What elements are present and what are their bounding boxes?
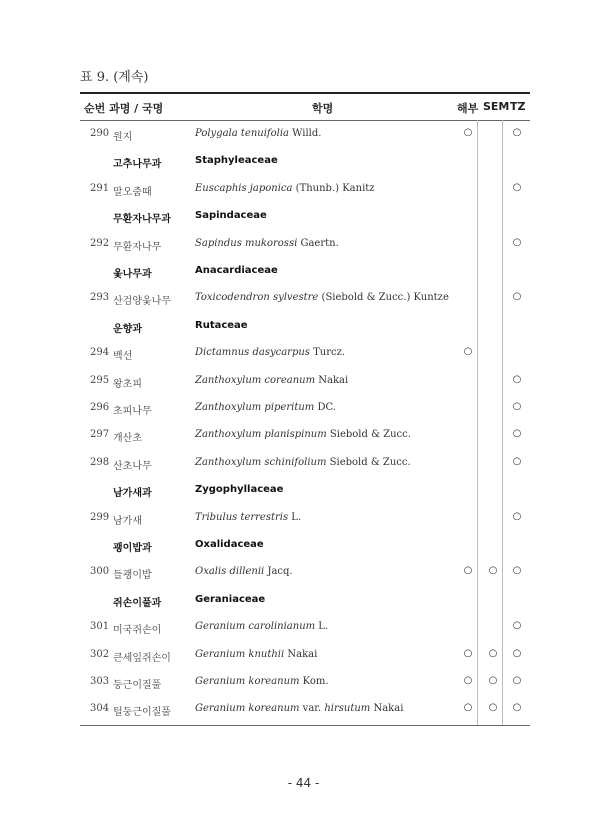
row-number: 303: [90, 676, 110, 687]
row-number: 298: [90, 456, 110, 468]
genus-species: Polygala tenuifolia: [195, 128, 289, 139]
tz-mark: ○: [512, 620, 522, 632]
table-row: [80, 668, 530, 695]
genus-species: Tribulus terrestris: [195, 511, 289, 523]
family-scientific-name: Zygophyllaceae: [195, 484, 284, 496]
row-number: 296: [90, 402, 110, 413]
family-korean-name: 무환자나무과: [113, 214, 171, 226]
korean-name: 왕초피: [113, 378, 142, 390]
family-korean-name: 고추나무과: [113, 159, 162, 171]
korean-name: 초피나무: [113, 406, 152, 417]
family-row: [80, 531, 530, 558]
tz-mark: ○: [512, 401, 522, 412]
scientific-name: [195, 566, 293, 577]
genus-species: Sapindus mukorossi: [195, 237, 298, 249]
genus-species: Euscaphis japonica: [195, 182, 293, 194]
author-citation: Turcz.: [309, 347, 346, 359]
family-scientific-name: Anacardiaceae: [195, 265, 278, 276]
genus-species: Toxicodendron sylvestre: [195, 292, 319, 304]
table-row: [80, 367, 530, 394]
korean-name: 개산초: [113, 433, 142, 445]
anatomy-mark: ○: [463, 565, 473, 577]
family-korean-name: 옻나무과: [113, 269, 152, 280]
row-number: 299: [90, 511, 110, 523]
anatomy-mark: ○: [463, 675, 473, 686]
author-citation: L.: [288, 511, 302, 523]
genus-species: Zanthoxylum piperitum: [195, 402, 315, 413]
row-number: 301: [90, 621, 110, 633]
korean-name: 말오줌때: [113, 186, 152, 198]
header-tz: TZ: [510, 100, 526, 113]
korean-name: 털둥근이질풀: [113, 707, 171, 719]
scientific-name: [195, 703, 403, 714]
scientific-name: [195, 238, 339, 249]
author-citation: Nakai: [315, 374, 349, 386]
genus-species: Geranium koreanum: [195, 703, 300, 715]
table-row: [80, 641, 530, 668]
scientific-name: [195, 347, 345, 358]
author-citation: Nakai: [284, 648, 318, 660]
family-korean-name: 쥐손이풀과: [113, 597, 162, 609]
anatomy-mark: ○: [463, 346, 473, 358]
row-number: 304: [90, 703, 110, 715]
author-citation: (Thunb.) Kanitz: [292, 182, 375, 194]
genus-species: Zanthoxylum planispinum: [195, 429, 327, 441]
genus-species: Zanthoxylum coreanum: [195, 374, 316, 386]
korean-name: 큰세잎쥐손이: [113, 652, 171, 664]
author-citation: Willd.: [289, 128, 322, 139]
tz-mark: ○: [512, 675, 522, 686]
row-number: 292: [90, 237, 110, 249]
genus-species: Geranium carolinianum: [195, 621, 316, 633]
table-row: [80, 421, 530, 448]
table-row: [80, 504, 530, 531]
anatomy-mark: ○: [463, 127, 473, 138]
korean-name: 무환자나무: [113, 241, 162, 253]
author-citation: var.: [299, 703, 325, 715]
family-scientific-name: Geraniaceae: [195, 593, 266, 605]
table-row: [80, 613, 530, 640]
anatomy-mark: ○: [463, 702, 473, 714]
row-number: 291: [90, 182, 110, 194]
sem-mark: ○: [488, 702, 498, 714]
korean-name: 산초나무: [113, 460, 152, 472]
header-anatomy: 해부: [457, 102, 479, 115]
author-citation: (Siebold & Zucc.) Kuntze: [318, 292, 449, 304]
scientific-name: [195, 128, 321, 139]
tz-mark: ○: [512, 647, 522, 659]
table-header: [80, 92, 530, 120]
table-caption: 표 9. (계속): [80, 70, 149, 85]
table-row: [80, 339, 530, 366]
sem-mark: ○: [488, 647, 498, 659]
row-number: 290: [90, 128, 110, 139]
genus-species: Oxalis dillenii: [195, 566, 265, 578]
table-row: [80, 394, 530, 421]
genus-species: Zanthoxylum schinifolium: [195, 456, 327, 468]
tz-mark: ○: [512, 236, 522, 248]
korean-name: 백선: [113, 351, 133, 363]
scientific-name: [195, 457, 411, 468]
scientific-name: [195, 429, 411, 440]
row-number: 294: [90, 347, 110, 359]
author-citation: L.: [315, 621, 329, 633]
scientific-name: [195, 292, 449, 303]
table-row: [80, 449, 530, 476]
genus-species: Geranium koreanum: [195, 676, 300, 687]
family-row: [80, 147, 530, 174]
author-citation: Jacq.: [264, 566, 293, 578]
tz-mark: ○: [512, 565, 522, 577]
author-citation: DC.: [314, 402, 336, 413]
row-number: 302: [90, 648, 110, 660]
genus-species: Geranium knuthii: [195, 648, 285, 660]
scientific-name: [195, 649, 317, 660]
tz-mark: ○: [512, 291, 522, 303]
tz-mark: ○: [512, 510, 522, 522]
tz-mark: ○: [512, 428, 522, 440]
tz-mark: ○: [512, 455, 522, 467]
table-bottom-rule: [80, 725, 530, 726]
korean-name: 원지: [113, 132, 133, 143]
genus-species: Dictamnus dasycarpus: [195, 347, 310, 359]
family-korean-name: 남가새과: [113, 488, 152, 500]
korean-name: 둥근이질풀: [113, 680, 162, 691]
scientific-name: [195, 402, 336, 413]
header-no-family: 순번 과명 / 국명: [84, 102, 164, 115]
header-scientific: 학명: [312, 102, 334, 115]
table-row: [80, 695, 530, 722]
sem-mark: ○: [488, 675, 498, 686]
sem-mark: ○: [488, 565, 498, 577]
row-number: 300: [90, 566, 110, 578]
author-citation: Gaertn.: [297, 237, 339, 249]
author-citation: Kom.: [299, 676, 329, 687]
infraspecific-epithet: hirsutum: [324, 703, 371, 715]
row-number: 295: [90, 374, 110, 386]
family-row: [80, 257, 530, 284]
korean-name: 들괭이밥: [113, 570, 152, 582]
row-number: 297: [90, 429, 110, 441]
author-citation: Nakai: [370, 703, 404, 715]
family-row: [80, 586, 530, 613]
tz-mark: ○: [512, 702, 522, 714]
family-scientific-name: Oxalidaceae: [195, 539, 264, 550]
table-row: [80, 230, 530, 257]
anatomy-mark: ○: [463, 647, 473, 659]
scientific-name: [195, 512, 301, 523]
family-row: [80, 202, 530, 229]
scientific-name: [195, 676, 329, 687]
family-korean-name: 괭이밥과: [113, 543, 152, 554]
author-citation: Siebold & Zucc.: [326, 456, 411, 468]
row-number: 293: [90, 292, 110, 304]
family-row: [80, 312, 530, 339]
korean-name: 미국쥐손이: [113, 625, 162, 637]
page-number: - 44 -: [287, 776, 320, 790]
table-row: [80, 120, 530, 147]
family-scientific-name: Rutaceae: [195, 319, 248, 331]
family-scientific-name: Staphyleaceae: [195, 155, 278, 167]
family-scientific-name: Sapindaceae: [195, 210, 267, 222]
table-row: [80, 284, 530, 311]
family-korean-name: 운향과: [113, 323, 142, 335]
table-row: [80, 175, 530, 202]
tz-mark: ○: [512, 181, 522, 193]
tz-mark: ○: [512, 127, 522, 138]
author-citation: Siebold & Zucc.: [326, 429, 411, 441]
header-sem: SEM: [483, 100, 510, 113]
table-row: [80, 558, 530, 585]
scientific-name: [195, 375, 348, 386]
family-row: [80, 476, 530, 503]
scientific-name: [195, 621, 328, 632]
tz-mark: ○: [512, 373, 522, 385]
korean-name: 산검양옻나무: [113, 296, 171, 308]
korean-name: 남가새: [113, 515, 142, 527]
scientific-name: [195, 183, 375, 194]
